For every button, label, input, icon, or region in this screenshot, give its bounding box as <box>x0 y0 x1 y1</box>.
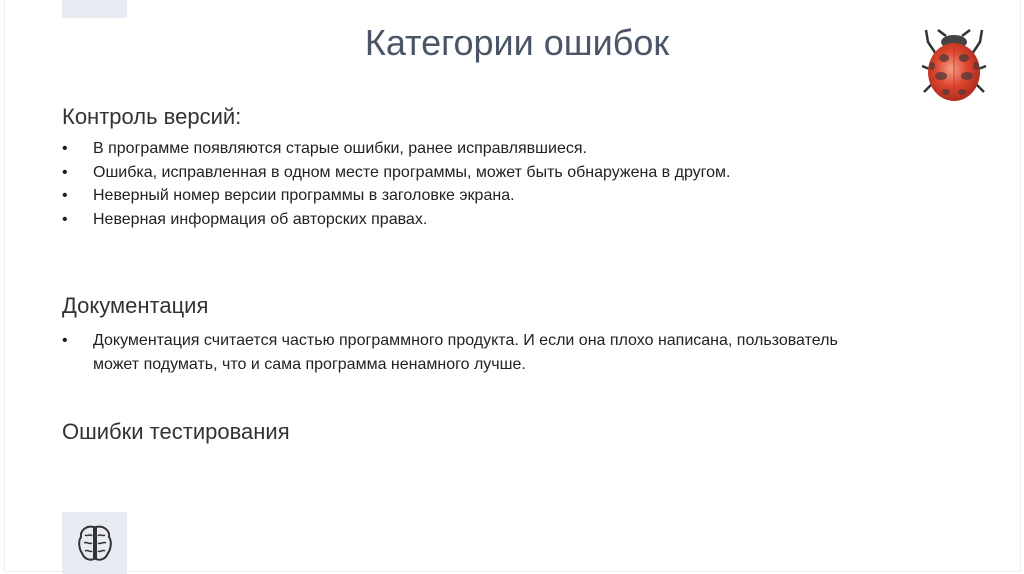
slide-frame <box>4 0 1021 572</box>
section-heading-documentation: Документация <box>62 293 209 318</box>
top-decoration <box>62 0 127 18</box>
brain-icon <box>76 523 114 563</box>
list-item: • Документация считается частью программного продукта. И если она плохо написана, пользователь может подумать, что и сама программа ненамного лучше. <box>62 329 853 376</box>
version-control-list <box>62 137 862 231</box>
slide-title: Категории ошибок <box>364 22 670 63</box>
bottom-decoration <box>62 512 127 574</box>
list-item: • В программе появляются старые ошибки, ранее исправлявшиеся. <box>62 137 862 161</box>
ladybug-icon <box>918 22 990 104</box>
section-heading-version-control: Контроль версий: <box>62 104 242 129</box>
documentation-list <box>62 329 862 376</box>
list-item: • Неверная информация об авторских правах. <box>62 208 862 232</box>
list-item: • Ошибка, исправленная в одном месте программы, может быть обнаружена в другом. <box>62 161 813 185</box>
section-heading-testing-errors: Ошибки тестирования <box>62 419 290 444</box>
list-item: • Неверный номер версии программы в заголовке экрана. <box>62 184 862 208</box>
